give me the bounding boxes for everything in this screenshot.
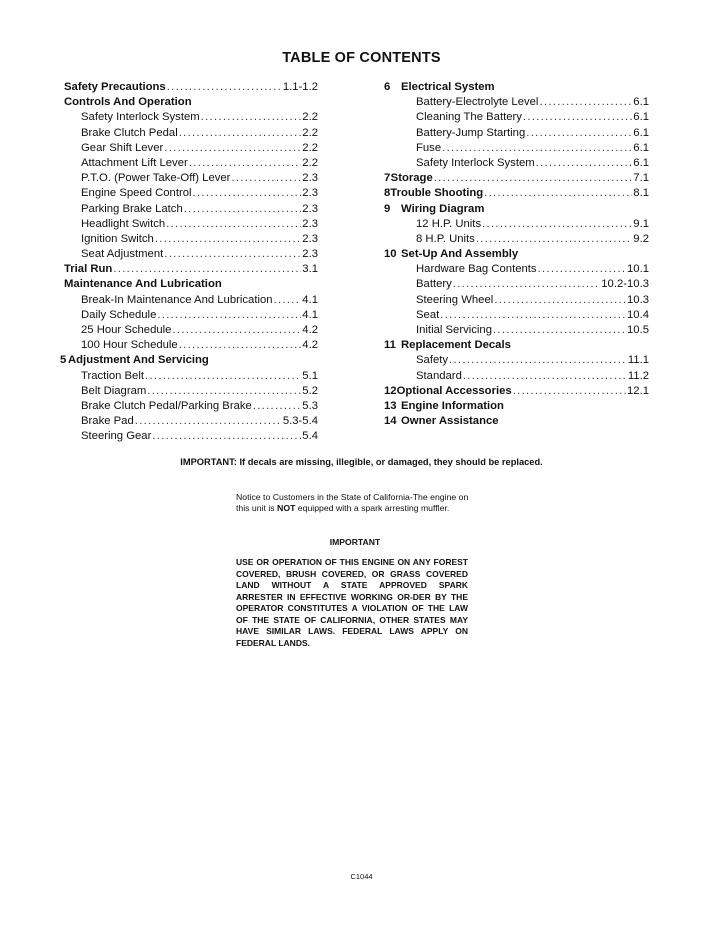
notice-text-before: Notice to Customers in the State of California-The engine on this unit is [236,492,469,514]
document-code: C1044 [350,872,373,881]
toc-page-number: 5.3-5.4 [282,415,318,428]
notice-emphasis: NOT [277,503,296,514]
dot-leader [274,293,302,308]
dot-leader [494,293,626,308]
toc-page-number: 5.3 [302,399,318,412]
dot-leader [526,126,632,141]
toc-page-number: 10.2-10.3 [601,278,649,291]
toc-entry [384,156,649,171]
toc-entry-label: Engine Information [401,399,504,412]
toc-section-heading [384,247,649,262]
dot-leader [523,110,632,125]
toc-entry-label: Seat Adjustment [81,248,164,261]
toc-entry-label: Storage [390,172,433,185]
dot-leader [513,384,626,399]
toc-section-heading [384,414,649,429]
dot-leader [155,232,301,247]
toc-page-number: 2.2 [302,141,318,154]
toc-page-number: 11.1 [627,354,649,367]
toc-page-number: 11.2 [627,369,649,382]
dot-leader [482,217,632,232]
toc-section-heading [384,399,649,414]
toc-entry-label: 8 H.P. Units [416,232,475,245]
dot-leader [539,95,632,110]
dot-leader [476,232,632,247]
toc-page-number: 10.1 [627,263,649,276]
toc-entry [384,232,649,247]
dot-leader [440,308,626,323]
toc-page-number: 2.2 [302,111,318,124]
toc-page-number: 2.3 [302,172,318,185]
toc-page-number: 4.1 [302,293,318,306]
dot-leader [453,277,600,292]
california-notice [236,492,474,515]
toc-page-number: 9.1 [633,217,649,230]
toc-entry [64,399,318,414]
toc-page-number: 2.3 [302,232,318,245]
dot-leader [538,262,626,277]
toc-entry-label: Battery-Electrolyte Level [416,96,539,109]
toc-entry-label: Daily Schedule [81,308,157,321]
toc-entry [384,95,649,110]
dot-leader [167,80,282,95]
toc-page-number: 4.2 [302,339,318,352]
dot-leader [152,429,301,444]
toc-entry [64,293,318,308]
toc-entry-label: P.T.O. (Power Take-Off) Lever [81,172,231,185]
toc-page-number: 2.2 [302,126,318,139]
dot-leader [172,323,301,338]
toc-entry-label: Break-In Maintenance And Lubrication [81,293,273,306]
toc-entry-label: Engine Speed Control [81,187,192,200]
dot-leader [463,369,627,384]
toc-page-number: 5.1 [302,369,318,382]
dot-leader [493,323,626,338]
toc-entry-label: Owner Assistance [401,415,499,428]
dot-leader [189,156,302,171]
toc-entry-label: Trouble Shooting [390,187,484,200]
toc-entry [64,308,318,323]
toc-entry-label: Set-Up And Assembly [401,248,519,261]
toc-section-heading [64,262,318,277]
toc-entry [64,429,318,444]
toc-page-number: 6.1 [633,96,649,109]
toc-page-number: 6.1 [633,111,649,124]
toc-entry-label: Cleaning The Battery [416,111,522,124]
toc-page-number: 2.2 [302,156,318,169]
toc-section-number: 13 [384,399,397,412]
dot-leader [449,353,627,368]
toc-page-number: 2.3 [302,187,318,200]
toc-entry-label: Headlight Switch [81,217,166,230]
toc-entry-label: 25 Hour Schedule [81,324,172,336]
toc-entry [384,217,649,232]
toc-page-number: 1.1-1.2 [282,81,318,93]
toc-page-number: 9.2 [633,232,649,245]
dot-leader [179,126,302,141]
toc-entry [384,126,649,141]
toc-section-number: 14 [384,415,397,428]
toc-entry [64,217,318,232]
toc-page-number: 7.1 [633,172,649,185]
toc-entry [384,141,649,156]
toc-section-heading [384,80,649,95]
toc-entry-label: 12 H.P. Units [416,217,482,230]
toc-entry-label: Battery-Jump Starting [416,126,526,139]
dot-leader [434,171,633,186]
toc-entry-label: Electrical System [401,81,495,93]
toc-page-number: 3.1 [302,263,318,276]
toc-section-number: 7 [384,172,391,185]
toc-page-number: 4.1 [302,308,318,321]
toc-entry [384,323,649,338]
dot-leader [442,141,632,156]
toc-entry-label: Fuse [416,141,442,154]
toc-entry [64,369,318,384]
toc-section-heading [64,80,318,95]
toc-page-number: 5.2 [302,384,318,397]
toc-entry [384,277,649,292]
toc-entry [64,247,318,262]
toc-entry [64,323,318,338]
dot-leader [184,202,302,217]
page-title: TABLE OF CONTENTS [282,50,441,66]
toc-entry-label: Standard [416,369,462,382]
toc-entry-label: Safety Precautions [64,81,166,93]
dot-leader [253,399,301,414]
toc-page-number: 4.2 [302,324,318,336]
toc-section-heading [384,338,649,353]
notice-text-after: equipped with a spark arresting muffler. [295,503,450,514]
dot-leader [193,186,302,201]
dot-leader [147,384,301,399]
dot-leader [231,171,301,186]
toc-entry-label: Safety [416,354,449,367]
toc-page-number: 10.3 [627,293,649,306]
toc-entry [384,262,649,277]
toc-page-number: 2.3 [302,248,318,261]
toc-entry-label: Hardware Bag Contents [416,263,537,276]
dot-leader [201,110,302,125]
dot-leader [484,186,632,201]
toc-entry [64,338,318,353]
toc-entry-label: Optional Accessories [396,384,512,397]
dot-leader [164,247,301,262]
toc-entry-label: Initial Servicing [416,324,492,336]
toc-page-number: 8.1 [633,187,649,200]
toc-entry [64,414,318,429]
toc-entry-label: Attachment Lift Lever [81,156,188,169]
toc-section-number: 9 [384,202,391,215]
toc-entry-label: Adjustment And Servicing [68,354,209,367]
toc-section-number: 10 [384,248,397,261]
toc-section-heading [64,95,318,110]
toc-entry [64,110,318,125]
toc-right-column [384,80,649,429]
toc-page-number: 10.5 [627,324,649,336]
toc-section-heading [384,171,649,186]
toc-section-number: 6 [384,81,391,93]
toc-entry-label: Steering Wheel [416,293,494,306]
toc-entry-label: Safety Interlock System [81,111,200,124]
toc-entry [64,156,318,171]
toc-page-number: 10.4 [627,308,649,321]
toc-entry-label: Brake Clutch Pedal/Parking Brake [81,399,252,412]
toc-entry-label: Ignition Switch [81,232,154,245]
toc-page-number: 6.1 [633,126,649,139]
toc-section-number: 12 [384,384,397,397]
toc-entry-label: Safety Interlock System [416,156,535,169]
toc-entry [384,293,649,308]
toc-section-number: 11 [384,339,396,352]
dot-leader [179,338,302,353]
toc-entry-label: 100 Hour Schedule [81,339,178,352]
toc-entry-label: Steering Gear [81,430,152,443]
dot-leader [166,217,301,232]
toc-left-column [60,80,318,445]
toc-section-number: 5 [60,354,67,367]
spark-arrester-warning: USE OR OPERATION OF THIS ENGINE ON ANY FOREST COVERED, BRUSH COVERED, OR GRASS COVERED LAND WITHOUT A STATE APPROVED SPARK ARRESTER IN EFFECTIVE WORKING OR-DER BY THE OPERATOR CONSTITUTES A VIOLATION OF THE LAW OF THE STATE OF CALIFORNIA, OTHER STATES MAY HAVE SIMILAR LAWS. FEDERAL LAWS APPLY ON FEDERAL LANDS. [236,557,468,648]
toc-section-number: 8 [384,187,391,200]
toc-entry-label: Brake Clutch Pedal [81,126,178,139]
toc-page-number: 6.1 [633,141,649,154]
toc-entry-label: Belt Diagram [81,384,147,397]
toc-entry [64,186,318,201]
decals-important-note: IMPORTANT: If decals are missing, illegible, or damaged, they should be replaced. [180,457,543,467]
toc-page-number: 2.3 [302,202,318,215]
toc-section-heading [384,384,649,399]
toc-entry [64,384,318,399]
important-heading: IMPORTANT [329,537,381,547]
toc-section-heading [64,277,318,292]
toc-section-heading [60,353,318,368]
toc-entry [384,308,649,323]
toc-entry-label: Gear Shift Lever [81,141,164,154]
toc-section-heading [384,202,649,217]
toc-entry [64,171,318,186]
toc-entry [384,110,649,125]
toc-entry-label: Maintenance And Lubrication [64,278,222,291]
dot-leader [536,156,633,171]
toc-entry-label: Traction Belt [81,369,144,382]
dot-leader [157,308,301,323]
toc-entry-label: Seat [416,308,440,321]
toc-entry [64,232,318,247]
toc-entry-label: Battery [416,278,452,291]
toc-page-number: 2.3 [302,217,318,230]
toc-entry [64,202,318,217]
toc-entry-label: Replacement Decals [401,339,511,352]
dot-leader [145,369,301,384]
toc-entry-label: Trial Run [64,263,113,276]
toc-entry-label: Wiring Diagram [401,202,485,215]
toc-section-heading [384,186,649,201]
toc-entry [64,141,318,156]
dot-leader [113,262,301,277]
toc-entry-label: Brake Pad [81,415,134,428]
toc-entry [64,126,318,141]
dot-leader [164,141,301,156]
toc-entry [384,353,649,368]
toc-entry-label: Controls And Operation [64,96,192,109]
toc-page-number: 12.1 [627,384,649,397]
toc-entry-label: Parking Brake Latch [81,202,183,215]
toc-entry [384,369,649,384]
toc-page-number: 5.4 [302,430,318,443]
toc-page-number: 6.1 [633,156,649,169]
dot-leader [135,414,282,429]
